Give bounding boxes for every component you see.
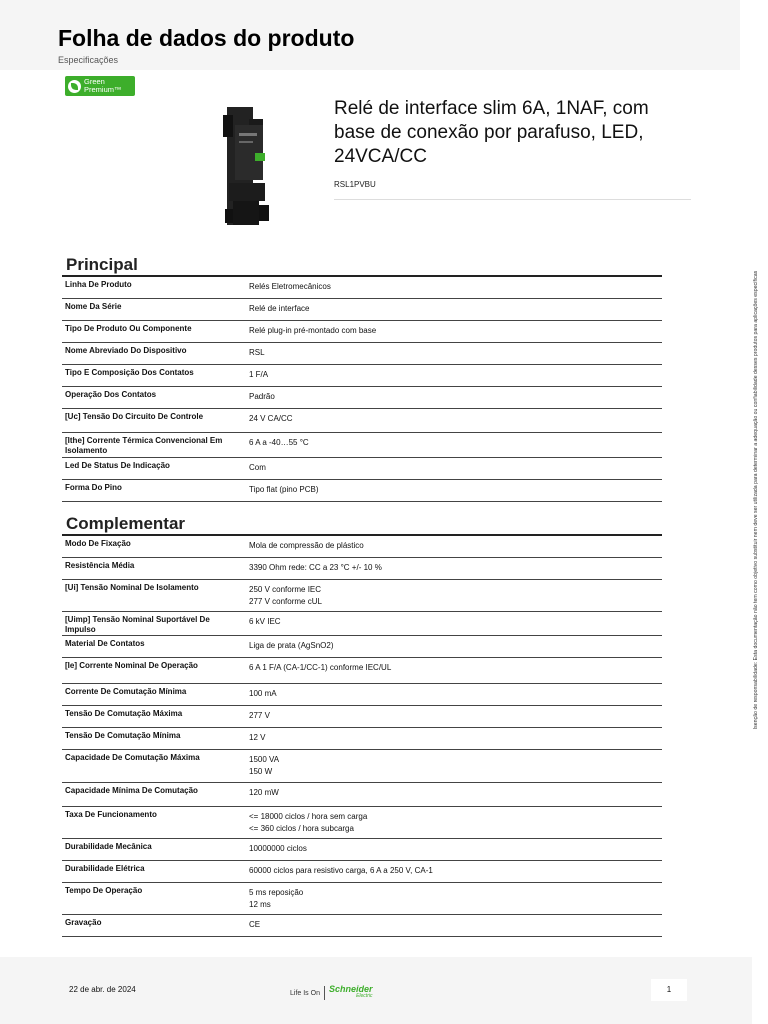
table-row <box>62 558 662 580</box>
product-reference: RSL1PVBU <box>334 180 376 189</box>
table-row <box>62 706 662 728</box>
leaf-icon <box>68 80 81 93</box>
row-value: 120 mW <box>249 788 279 797</box>
table-row <box>62 536 662 558</box>
table-row <box>62 480 662 502</box>
row-label: Gravação <box>65 918 102 927</box>
row-label: Tensão De Comutação Mínima <box>65 731 181 740</box>
table-row <box>62 299 662 321</box>
row-value: 6 A a -40…55 °C <box>249 438 309 447</box>
row-value: 10000000 ciclos <box>249 844 307 853</box>
table-row <box>62 783 662 807</box>
row-label: Resistência Média <box>65 561 135 570</box>
row-value: 24 V CA/CC <box>249 414 293 423</box>
badge-line-1: Green <box>84 77 105 86</box>
row-value: 250 V conforme IEC 277 V conforme cUL <box>249 585 322 606</box>
disclaimer-text: Isenção de responsabilidade: Esta documentação não tem como objetivo substituir nem deve ser utilizada para determinar a adequação ou confiabilidade desses produtos para aplicações específicas <box>753 270 759 730</box>
logo-tagline: Life Is On <box>290 989 320 997</box>
row-value: 60000 ciclos para resistivo carga, 6 A a 250 V, CA-1 <box>249 866 433 875</box>
divider <box>334 199 691 200</box>
table-row <box>62 277 662 299</box>
table-row <box>62 580 662 612</box>
row-value: Relés Eletromecânicos <box>249 282 331 291</box>
row-label: Material De Contatos <box>65 639 145 648</box>
row-label: [Uimp] Tensão Nominal Suportável De Impulso <box>65 615 210 634</box>
row-value: Tipo flat (pino PCB) <box>249 485 319 494</box>
table-row <box>62 365 662 387</box>
page-header <box>0 0 740 70</box>
row-value: RSL <box>249 348 265 357</box>
disclaimer-note <box>749 230 763 770</box>
row-label: Nome Abreviado Do Dispositivo <box>65 346 187 355</box>
logo-brand-name: Schneider <box>328 984 373 994</box>
row-value: 1 F/A <box>249 370 269 379</box>
row-label: Durabilidade Mecânica <box>65 842 152 851</box>
table-row <box>62 612 662 636</box>
row-label: Tensão De Comutação Máxima <box>65 709 183 718</box>
footer-date: 22 de abr. de 2024 <box>69 985 136 994</box>
row-label: Modo De Fixação <box>65 539 131 548</box>
table-row <box>62 807 662 839</box>
row-value: 3390 Ohm rede: CC a 23 °C +/- 10 % <box>249 563 382 572</box>
spec-table-principal <box>62 275 662 502</box>
row-value: Liga de prata (AgSnO2) <box>249 641 334 650</box>
row-value: CE <box>249 920 261 929</box>
row-label: Tipo De Produto Ou Componente <box>65 324 192 333</box>
logo-separator <box>324 986 325 1000</box>
row-value: 6 A 1 F/A (CA-1/CC-1) conforme IEC/UL <box>249 663 392 672</box>
row-value: Padrão <box>249 392 275 401</box>
row-label: [Ui] Tensão Nominal De Isolamento <box>65 583 199 592</box>
row-value: Mola de compressão de plástico <box>249 541 364 550</box>
table-row <box>62 728 662 750</box>
table-row <box>62 321 662 343</box>
row-label: Tempo De Operação <box>65 886 143 895</box>
row-value: 277 V <box>249 711 270 720</box>
table-row <box>62 409 662 433</box>
page-number: 1 <box>651 979 687 1001</box>
row-label: Durabilidade Elétrica <box>65 864 145 873</box>
product-image <box>215 105 280 230</box>
row-label: Corrente De Comutação Mínima <box>65 687 187 696</box>
row-value: 100 mA <box>249 689 277 698</box>
schneider-logo <box>290 986 372 1000</box>
table-row <box>62 636 662 658</box>
table-row <box>62 387 662 409</box>
row-label: [Uc] Tensão Do Circuito De Controle <box>65 412 204 421</box>
row-label: Led De Status De Indicação <box>65 461 170 470</box>
row-value: <= 18000 ciclos / hora sem carga <= 360 ciclos / hora subcarga <box>249 812 368 833</box>
table-row <box>62 839 662 861</box>
row-label: Forma Do Pino <box>65 483 122 492</box>
row-value: Relé plug-in pré-montado com base <box>249 326 377 335</box>
table-row <box>62 915 662 937</box>
row-label: Nome Da Série <box>65 302 122 311</box>
table-row <box>62 458 662 480</box>
section-title-principal: Principal <box>66 255 138 274</box>
table-row <box>62 658 662 684</box>
section-title-complementar: Complementar <box>66 514 186 533</box>
row-label: Operação Dos Contatos <box>65 390 157 399</box>
row-value: 6 kV IEC <box>249 617 281 626</box>
row-label: Tipo E Composição Dos Contatos <box>65 368 194 377</box>
page-title: Folha de dados do produto <box>58 25 355 51</box>
product-title: Relé de interface slim 6A, 1NAF, com base de conexão por parafuso, LED, 24VCA/CC <box>334 98 649 167</box>
row-label: Capacidade Mínima De Comutação <box>65 786 198 795</box>
row-value: 12 V <box>249 733 266 742</box>
row-label: Taxa De Funcionamento <box>65 810 157 819</box>
row-label: [Ithe] Corrente Térmica Convencional Em Isolamento <box>65 436 223 455</box>
table-row <box>62 883 662 915</box>
row-value: Com <box>249 463 266 472</box>
table-row <box>62 861 662 883</box>
table-row <box>62 750 662 783</box>
row-value: 1500 VA 150 W <box>249 755 280 776</box>
table-row <box>62 343 662 365</box>
table-row <box>62 433 662 458</box>
page-footer <box>0 957 752 1024</box>
row-label: [Ie] Corrente Nominal De Operação <box>65 661 198 670</box>
row-value: 5 ms reposição 12 ms <box>249 888 304 909</box>
badge-line-2: Premium™ <box>84 85 122 94</box>
green-premium-badge[interactable] <box>65 76 135 96</box>
page-subtitle: Especificações <box>58 55 119 65</box>
table-row <box>62 684 662 706</box>
row-label: Capacidade De Comutação Máxima <box>65 753 200 762</box>
spec-table-complementar <box>62 534 662 937</box>
row-label: Linha De Produto <box>65 280 132 289</box>
logo-brand-sub: Electric <box>356 993 373 999</box>
row-value: Relé de interface <box>249 304 310 313</box>
